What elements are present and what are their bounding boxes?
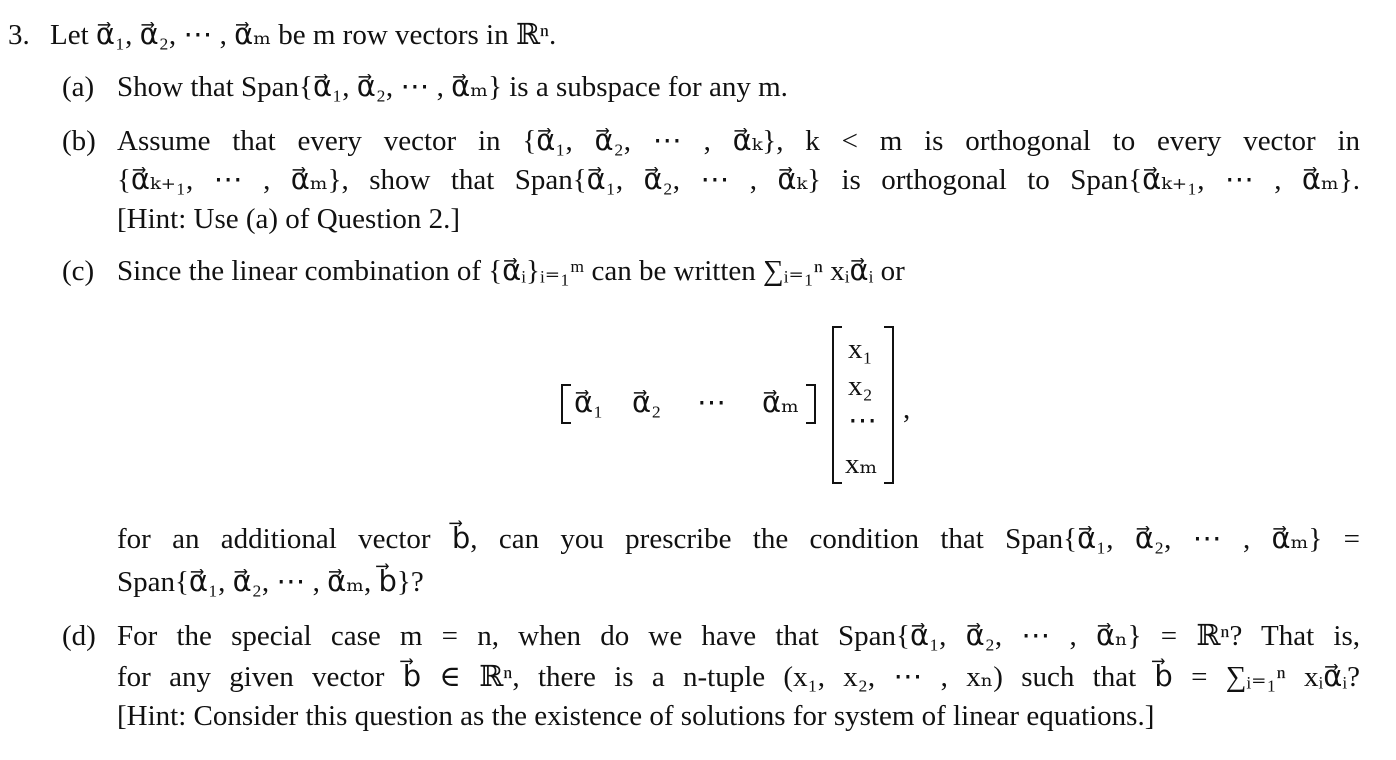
row-vector-entry-1: α⃗₁ bbox=[574, 387, 604, 419]
row-vector-entry-4: α⃗ₘ bbox=[762, 387, 799, 419]
row-vector-entry-3: ⋯ bbox=[697, 387, 726, 419]
problem-intro: Let α⃗₁, α⃗₂, ⋯ , α⃗ₘ be m row vectors in ℝⁿ. bbox=[50, 19, 557, 51]
row-vector-right-bracket bbox=[806, 384, 816, 424]
column-vector-entry-1: x₁ bbox=[848, 333, 873, 365]
part-b-line2: {α⃗ₖ₊₁, ⋯ , α⃗ₘ}, show that Span{α⃗₁, α⃗₂, ⋯ , α⃗ₖ} is orthogonal to Span{α⃗ₖ₊₁, ⋯ , α⃗ₘ}. bbox=[117, 164, 1360, 196]
row-vector-left-bracket bbox=[561, 384, 571, 424]
row-vector-entry-2: α⃗₂ bbox=[632, 387, 662, 419]
part-b-line1: Assume that every vector in {α⃗₁, α⃗₂, ⋯ , α⃗ₖ}, k < m is orthogonal to every vector in bbox=[117, 125, 1360, 157]
part-b-label: (b) bbox=[62, 125, 96, 157]
part-c-line2: for an additional vector b⃗, can you prescribe the condition that Span{α⃗₁, α⃗₂, ⋯ , α⃗ₘ} = bbox=[117, 523, 1360, 555]
part-c-label: (c) bbox=[62, 255, 95, 287]
part-a-label: (a) bbox=[62, 71, 95, 103]
matrix-trailing-comma: , bbox=[903, 393, 911, 425]
column-vector-entry-3: ⋯ bbox=[848, 405, 877, 437]
column-vector-entry-2: x₂ bbox=[848, 370, 873, 402]
part-c-line1: Since the linear combination of {α⃗ᵢ}ᵢ₌₁ᵐ can be written ∑ᵢ₌₁ⁿ xᵢα⃗ᵢ or bbox=[117, 255, 905, 287]
part-d-line2: for any given vector b⃗ ∈ ℝⁿ, there is a n-tuple (x₁, x₂, ⋯ , xₙ) such that b⃗ = ∑ᵢ₌₁ⁿ xᵢα⃗ᵢ? bbox=[117, 661, 1360, 693]
column-vector-entry-4: xₘ bbox=[845, 448, 878, 480]
column-vector-right-bracket bbox=[884, 326, 894, 484]
part-b-hint: [Hint: Use (a) of Question 2.] bbox=[117, 203, 461, 235]
part-a-text: Show that Span{α⃗₁, α⃗₂, ⋯ , α⃗ₘ} is a subspace for any m. bbox=[117, 71, 788, 103]
part-d-hint: [Hint: Consider this question as the existence of solutions for system of linear equations.] bbox=[117, 700, 1155, 732]
part-d-line1: For the special case m = n, when do we have that Span{α⃗₁, α⃗₂, ⋯ , α⃗ₙ} = ℝⁿ? That is, bbox=[117, 620, 1360, 652]
part-d-label: (d) bbox=[62, 620, 96, 652]
part-c-line3: Span{α⃗₁, α⃗₂, ⋯ , α⃗ₘ, b⃗}? bbox=[117, 566, 424, 598]
problem-number: 3. bbox=[8, 19, 30, 51]
column-vector-left-bracket bbox=[832, 326, 842, 484]
